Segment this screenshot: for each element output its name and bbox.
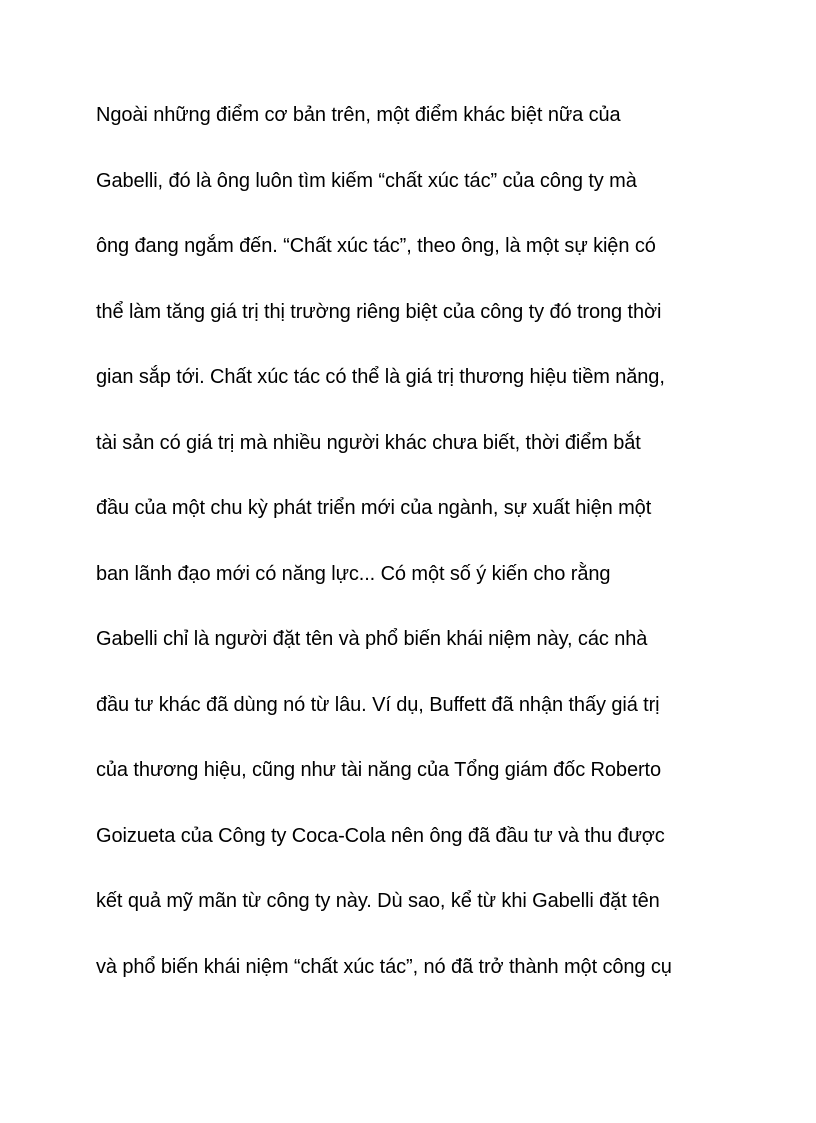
text-line-10: đầu tư khác đã dùng nó từ lâu. Ví dụ, Buffett đã nhận thấy giá trị <box>96 693 660 716</box>
text-line-7: đầu của một chu kỳ phát triển mới của ngành, sự xuất hiện một <box>96 497 652 519</box>
text-line-12: Goizueta của Công ty Coca-Cola nên ông đã đầu tư và thu được <box>96 824 665 847</box>
text-line-1: Ngoài những điểm cơ bản trên, một điểm khác biệt nữa của <box>96 104 621 126</box>
text-line-3: ông đang ngắm đến. “Chất xúc tác”, theo ông, là một sự kiện có <box>96 235 656 257</box>
text-line-13: kết quả mỹ mãn từ công ty này. Dù sao, kể từ khi Gabelli đặt tên <box>96 890 660 912</box>
text-line-2: Gabelli, đó là ông luôn tìm kiếm “chất xúc tác” của công ty mà <box>96 169 637 192</box>
text-line-8: ban lãnh đạo mới có năng lực... Có một số ý kiến cho rằng <box>96 562 611 585</box>
text-line-4: thể làm tăng giá trị thị trường riêng biệt của công ty đó trong thời <box>96 300 662 323</box>
text-line-9: Gabelli chỉ là người đặt tên và phổ biến khái niệm này, các nhà <box>96 628 648 650</box>
text-line-5: gian sắp tới. Chất xúc tác có thể là giá trị thương hiệu tiềm năng, <box>96 366 665 388</box>
text-line-11: của thương hiệu, cũng như tài năng của Tổng giám đốc Roberto <box>96 759 662 781</box>
text-line-14: và phổ biến khái niệm “chất xúc tác”, nó đã trở thành một công cụ <box>96 955 672 978</box>
text-line-6: tài sản có giá trị mà nhiều người khác chưa biết, thời điểm bắt <box>96 431 641 454</box>
body-paragraph <box>96 95 736 1012</box>
